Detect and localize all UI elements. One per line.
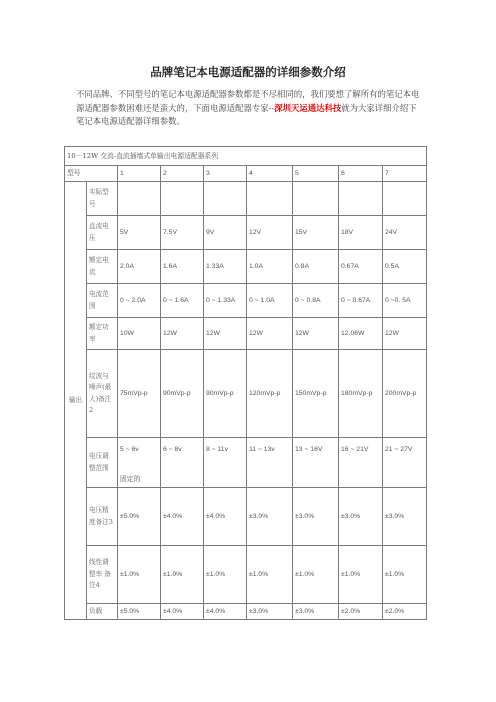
table-row [65,182,427,216]
table-cell: 5V [118,216,161,250]
table-cell: 7.5V [161,216,204,250]
table-row [65,250,427,284]
table-cell [383,182,427,216]
table-cell: 1.0A [247,250,293,284]
page-title: 品牌笔记本电源适配器的详细参数介绍 [150,65,346,79]
table-cell: 8 ~ 11v [204,438,247,488]
table-cell: ±1.0% [161,546,204,604]
table-cell: 0 ~ 1.33A [204,284,247,318]
model-cell: 2 [161,166,204,182]
table-cell: 0 ~ 0.8A [293,284,339,318]
table-cell: ±3.0% [293,604,339,620]
table-cell: 16 ~ 21V [339,438,383,488]
table-cell: 75mVp-p [118,350,161,438]
table-cell: 0 ~0. 5A [383,284,427,318]
table-cell [161,182,204,216]
row-label: 额定功率 [87,318,118,350]
table-cell: 12W [293,318,339,350]
intro-paragraph [76,88,424,129]
intro-text-end: 就为大家详细介绍下笔记本电源适配器详细参数。 [76,102,417,126]
model-cell: 5 [293,166,339,182]
row-label: 纹波与噪声(最大)备注2 [87,350,118,438]
table-cell: 150mVp-p [293,350,339,438]
table-cell: ±3.0% [247,604,293,620]
table-cell: ±1.0% [204,546,247,604]
table-cell [118,182,161,216]
table-cell [204,182,247,216]
table-cell: 120mVp-p [247,350,293,438]
table-cell [293,182,339,216]
table-cell: 0 ~ 1.0A [247,284,293,318]
table-cell: 12W [247,318,293,350]
table-cell: 11 ~ 13v [247,438,293,488]
table-cell: 0.67A [339,250,383,284]
table-cell: 0 ~ 1.6A [161,284,204,318]
row-label: 电压精度备注3 [87,488,118,546]
table-cell: ±2.0% [339,604,383,620]
table-cell: ±4.0% [204,488,247,546]
table-cell: ±1.0% [339,546,383,604]
model-cell: 4 [247,166,293,182]
table-row [65,604,427,620]
table-cell: 1.6A [161,250,204,284]
table-cell: 200mVp-p [383,350,427,438]
table-cell: 0 ~ 0.67A [339,284,383,318]
model-cell: 7 [383,166,427,182]
model-cell: 1 [118,166,161,182]
table-cell: ±3.0% [339,488,383,546]
table-cell: 90mVp-p [161,350,204,438]
fixed-note: 固定的 [120,475,141,483]
row-label: 线性调整率 备注4 [87,546,118,604]
table-cell: ±5.0% [118,604,161,620]
table-cell: ±2.0% [383,604,427,620]
company-link[interactable]: 深圳天运通达科技 [274,102,342,113]
table-cell: 0 ~ 2.0A [118,284,161,318]
table-cell: 0.5A [383,250,427,284]
table-cell [339,182,383,216]
table-cell [247,182,293,216]
table-cell: 12V [247,216,293,250]
model-row [65,166,427,182]
table-cell: 13 ~ 16V [293,438,339,488]
table-cell: 2.0A [118,250,161,284]
table-cell: ±3.0% [293,488,339,546]
table-cell: ±1.0% [383,546,427,604]
table-row [65,546,427,604]
table-cell: ±1.0% [293,546,339,604]
table-cell: 10W [118,318,161,350]
table-caption: 10－12W 交流-直流插墙式单输出电源适配器系列 [65,147,427,166]
intro-text-start: 不同品牌、不同型号的笔记本电源适配器参数都是不尽相同的，我们要想了解所有的笔记本电源适配器参数困难还是蛮大的，下面电源适配器专家-- [76,89,420,113]
table-cell: 1.33A [204,250,247,284]
table-cell: ±1.0% [247,546,293,604]
row-label: 额定电流 [87,250,118,284]
table-cell: ±5.0% [118,488,161,546]
table-row [65,216,427,250]
row-label: 电流范围 [87,284,118,318]
row-label: 实际型号 [87,182,118,216]
row-label: 直流电压 [87,216,118,250]
row-label: 电压调整范围 [87,438,118,488]
table-cell: 21 ~ 27V [383,438,427,488]
table-cell: 12W [383,318,427,350]
table-cell: 9V [204,216,247,250]
table-cell: ±4.0% [204,604,247,620]
table-row [65,488,427,546]
table-cell: 6 ~ 8v [161,438,204,488]
section-label: 输出 [65,182,87,620]
spec-table [64,146,427,620]
table-cell: 180mVp-p [339,350,383,438]
table-cell: 0.8A [293,250,339,284]
table-row [65,350,427,438]
table-cell: ±4.0% [161,488,204,546]
table-cell: 12.06W [339,318,383,350]
row-label: 负载 [87,604,118,620]
table-row [65,284,427,318]
table-cell: 5 ~ 6v 固定的 [118,438,161,488]
table-cell: 12W [204,318,247,350]
table-row [65,318,427,350]
table-cell: 18V [339,216,383,250]
table-cell: ±3.0% [383,488,427,546]
table-cell: ±1.0% [118,546,161,604]
table-cell: 90mVp-p [204,350,247,438]
table-cell: 12W [161,318,204,350]
model-label: 型号 [65,166,118,182]
caption-row [65,147,427,166]
table-row [65,438,427,488]
table-cell: ±3.0% [247,488,293,546]
table-cell: 24V [383,216,427,250]
model-cell: 3 [204,166,247,182]
model-cell: 6 [339,166,383,182]
table-cell: ±4.0% [161,604,204,620]
table-cell: 15V [293,216,339,250]
